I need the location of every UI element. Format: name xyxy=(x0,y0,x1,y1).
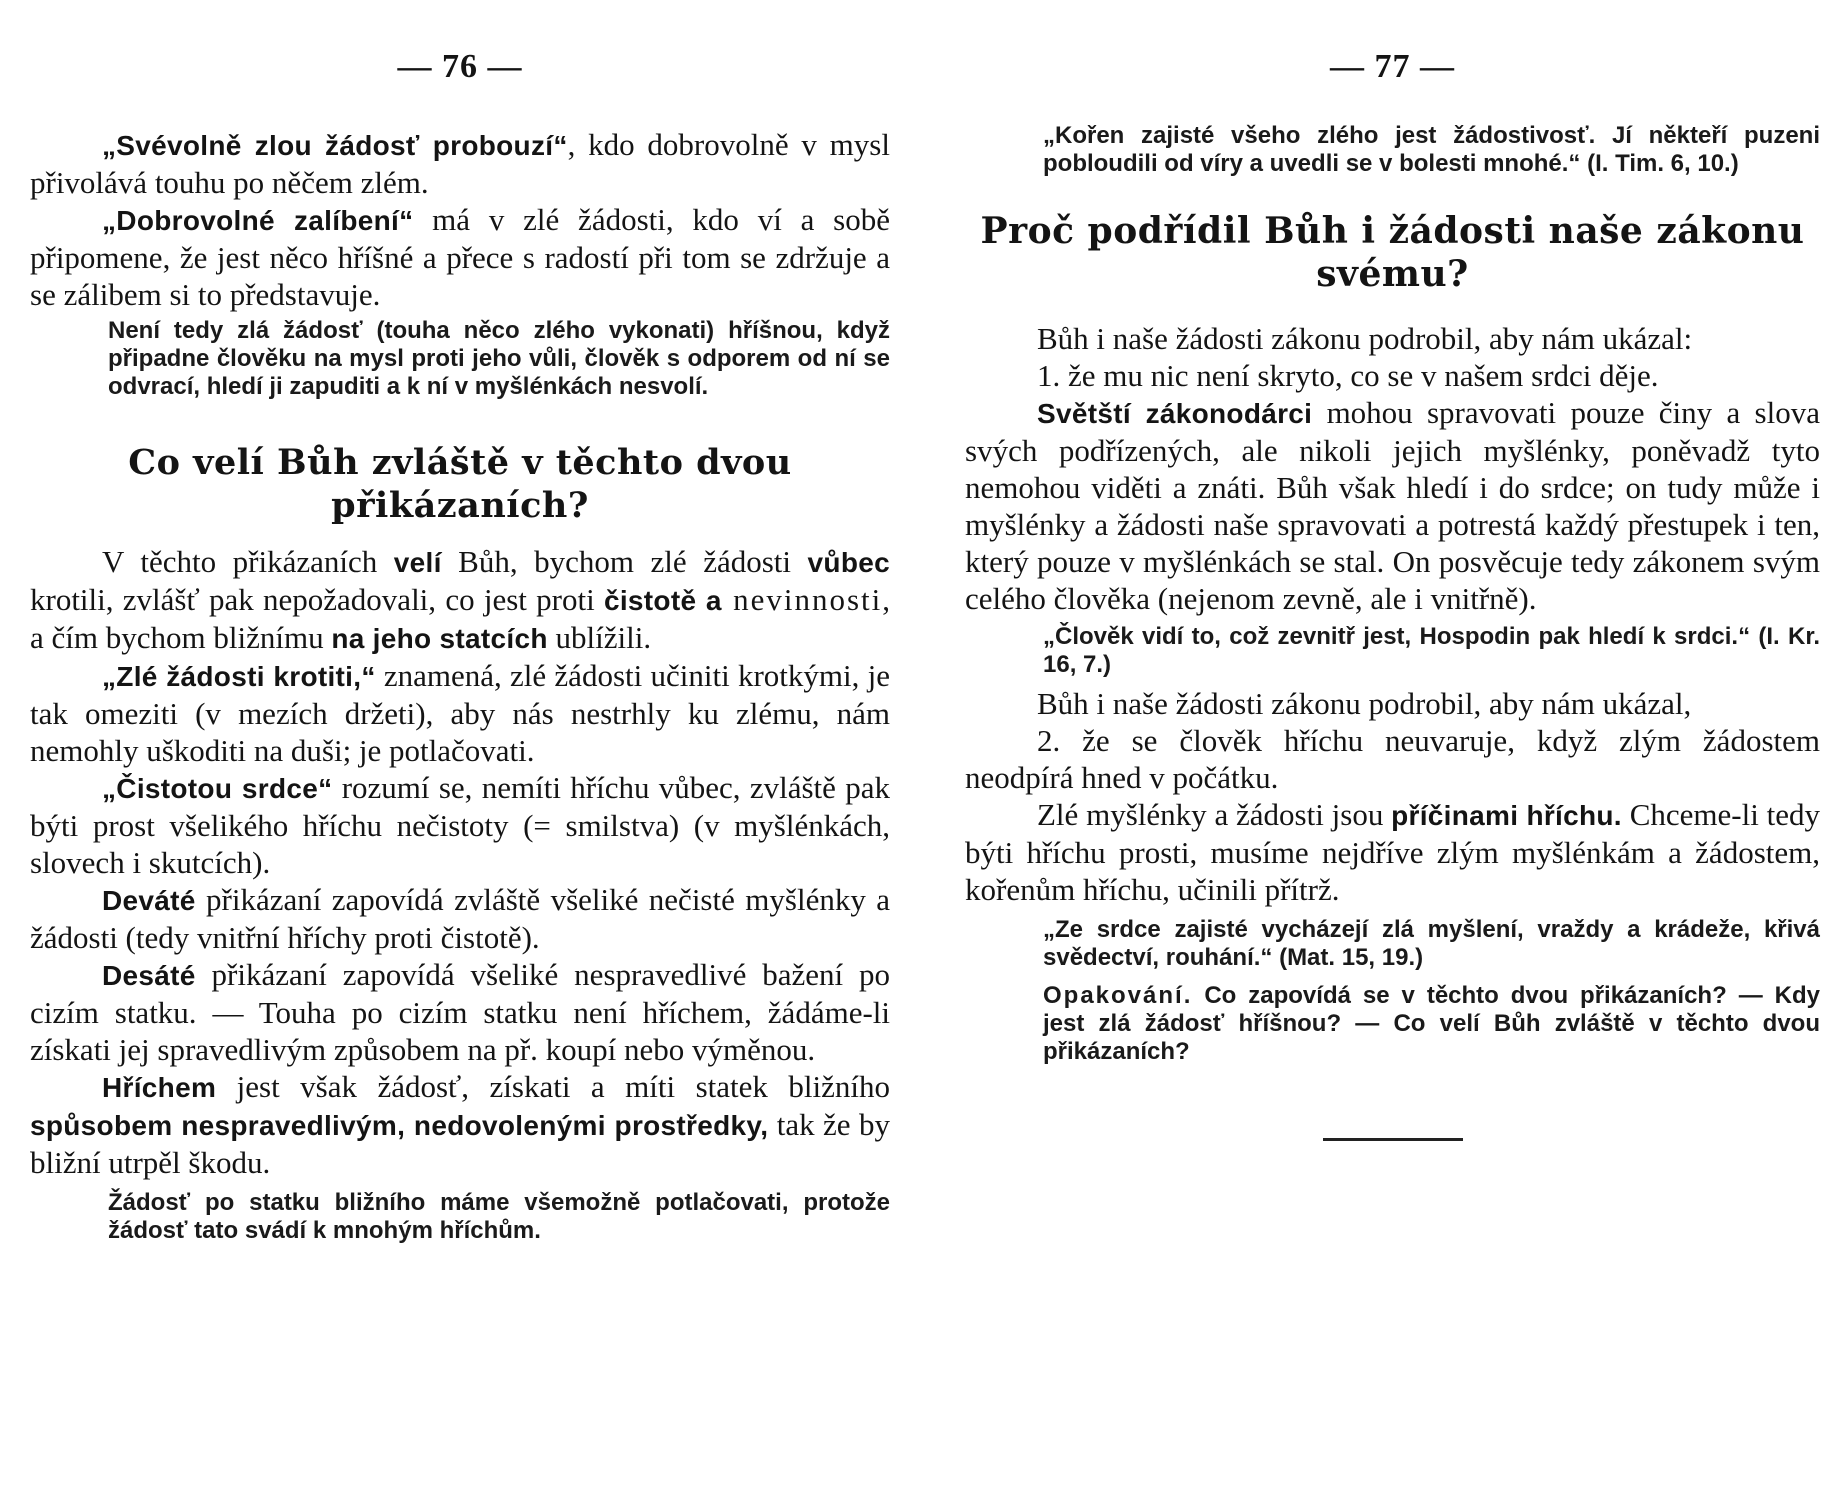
paragraph-lawmakers: Světští zákonodárci mohou spravovati pouze činy a slova svých podřízených, ale nikoli jejich myšlénky, poněvadž tyto nemohou viděti a znáti. Bůh však hledí i do srdce; on tudy může i myšlénky a žádosti naše spravovati a potrestá každý přestupek i ten, který pouze v myšlénkách se stal. On posvěcuje tedy zákonem svým celého člověka (nejenom zevně, ale i vnitřně). xyxy=(965,395,1820,616)
paragraph-voluntary-pleasure: „Dobrovolné zalíbení“ má v zlé žádosti, kdo ví a sobě připomene, že jest něco hříšné a přece s radostí při tom se zdržuje a se zálibem si to představuje. xyxy=(30,202,890,312)
emphasis-term: Hříchem xyxy=(102,1072,217,1103)
review-questions: Opakování. Co zapovídá se v těchto dvou přikázaních? — Kdy jest zlá žádosť hříšnou? — Co velí Bůh zvláště v těchto dvou přikázaních? xyxy=(1043,982,1820,1065)
paragraph-point-two: 2. že se člověk hříchu neuvaruje, když zlým žádostem neodpírá hned v počátku. xyxy=(965,723,1820,795)
paragraph-causes-of-sin: Zlé myšlénky a žádosti jsou příčinami hříchu. Chceme-li tedy býti hříchu prosti, musíme nejdříve zlým myšlénkám a žádostem, kořenům hříchu, učinili přítrž. xyxy=(965,797,1820,907)
emphasis-term: „Zlé žádosti krotiti,“ xyxy=(102,661,376,692)
paragraph-wilful-desire: „Svévolně zlou žádosť probouzí“, kdo dobrovolně v mysl přivolává touhu po něčem zlém. xyxy=(30,127,890,200)
paragraph-purity-of-heart: „Čistotou srdce“ rozumí se, nemíti hříchu vůbec, zvláště pak býti prost všelikého hříchu nečistoty (= smilstva) (v myšlénkách, slovech i skutcích). xyxy=(30,770,891,880)
paragraph-ninth-commandment: Deváté přikázaní zapovídá zvláště všeliké nečisté myšlénky a žádosti (tedy vnitřní hříchy proti čistotě). xyxy=(30,882,890,955)
paragraph-god-subjected-2: Bůh i naše žádosti zákonu podrobil, aby nám ukázal, xyxy=(1037,686,1692,721)
emphasis-term: Světští zákonodárci xyxy=(1037,398,1313,429)
page-number-right: — 77 — xyxy=(1330,48,1455,85)
section-heading-left: Co velí Bůh zvláště v těchto dvou přikázaních? xyxy=(128,442,792,526)
bible-quote: „Člověk vidí to, což zevnitř jest, Hospodin pak hledí k srdci.“ (I. Kr. 16, 7.) xyxy=(1043,623,1820,678)
emphasis-term: Desáté xyxy=(102,960,196,991)
left-page xyxy=(30,0,890,1500)
bible-quote: „Ze srdce zajisté vycházejí zlá myšlení, vraždy a krádeže, křivá svědectví, rouhání.“ (Mat. 15, 19.) xyxy=(1043,916,1820,971)
right-page xyxy=(965,0,1820,1500)
paragraph-sin-definition: Hříchem jest však žádosť, získati a míti statek bližního spůsobem nespravedlivým, nedovolenými prostředky, tak že by bližní utrpěl škodu. xyxy=(30,1069,891,1180)
emphasis-term: „Čistotou srdce“ xyxy=(102,773,333,804)
paragraph-tenth-commandment: Desáté přikázaní zapovídá všeliké nespravedlivé bažení po cizím statku. — Touha po cizím statku není hříchem, žádáme-li získati jej spravedlivým způsobem na př. koupí nebo výměnou. xyxy=(30,957,890,1067)
end-rule xyxy=(1323,1138,1463,1141)
note-small-print: Není tedy zlá žádosť (touha něco zlého vykonati) hříšnou, když připadne člověku na mysl proti jeho vůli, člověk s odporem od ní se odvrací, hledí ji zapuditi a k ní v myšlénkách nesvolí. xyxy=(108,317,890,400)
review-label: Opakování. xyxy=(1043,982,1193,1009)
page-number-left: — 76 — xyxy=(397,48,523,85)
paragraph-point-one: 1. že mu nic není skryto, co se v našem srdci děje. xyxy=(1037,358,1659,393)
bible-quote: „Kořen zajisté všeho zlého jest žádostivosť. Jí někteří puzeni pobloudili od víry a uvedli se v bolesti mnohé.“ (I. Tim. 6, 10.) xyxy=(1043,122,1820,177)
paragraph-god-subjected: Bůh i naše žádosti zákonu podrobil, aby nám ukázal: xyxy=(1037,321,1693,356)
note-small-print: Žádosť po statku bližního máme všemožně potlačovati, protože žádosť tato svádí k mnohým hříchům. xyxy=(108,1189,890,1244)
paragraph-commandments: V těchto přikázaních velí Bůh, bychom zlé žádosti vůbec krotili, zvlášť pak nepožadovali, co jest proti čistotě a nevinnosti, a čím bychom bližnímu na jeho statcích ublížili. xyxy=(30,544,890,655)
emphasis-term: „Svévolně zlou žádosť probouzí“ xyxy=(102,130,568,161)
emphasis-term: Deváté xyxy=(102,885,196,916)
emphasis-term: „Dobrovolné zalíbení“ xyxy=(102,205,414,236)
paragraph-curb-desires: „Zlé žádosti krotiti,“ znamená, zlé žádosti učiniti krotkými, je tak omeziti (v mezích držeti), aby nás nestrhly ku zlému, nám nemohly uškoditi na duši; je potlačovati. xyxy=(30,658,890,768)
section-heading-right: Proč podřídil Bůh i žádosti naše zákonu svému? xyxy=(980,210,1805,295)
